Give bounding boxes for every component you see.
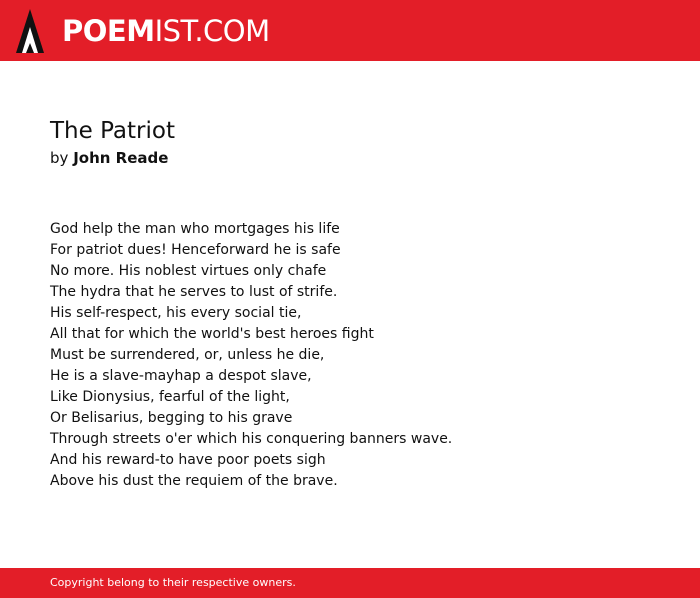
poem-body (50, 219, 670, 492)
site-header (0, 0, 700, 61)
brand-light-part: IST.COM (154, 13, 270, 48)
byline (50, 148, 670, 168)
poem-title: The Patriot (50, 118, 175, 144)
poem-line: And his reward-to have poor poets sigh (50, 452, 326, 468)
poem-header (50, 116, 670, 168)
poem-line: God help the man who mortgages his life (50, 221, 340, 237)
poem-line: Above his dust the requiem of the brave. (50, 473, 338, 489)
author-link[interactable]: John Reade (73, 149, 169, 167)
poem-line: Or Belisarius, begging to his grave (50, 410, 293, 426)
brand-bold-part: POEM (62, 13, 155, 48)
site-footer (0, 568, 700, 598)
poem-line: Like Dionysius, fearful of the light, (50, 389, 290, 405)
site-brand (62, 13, 270, 48)
poem-line: No more. His noblest virtues only chafe (50, 263, 327, 279)
site-logo-link[interactable] (16, 8, 270, 54)
poem-line: He is a slave-mayhap a despot slave, (50, 368, 312, 384)
poem-line: The hydra that he serves to lust of strife. (50, 284, 338, 300)
poem-line: Must be surrendered, or, unless he die, (50, 347, 325, 363)
byline-prefix: by (50, 149, 69, 167)
poem-line: His self-respect, his every social tie, (50, 305, 302, 321)
poem-line: Through streets o'er which his conquering banners wave. (50, 431, 453, 447)
pencil-tip-icon (16, 9, 44, 53)
poem-line: All that for which the world's best heroes fight (50, 326, 374, 342)
copyright-text: Copyright belong to their respective owners. (50, 576, 296, 589)
poem-line: For patriot dues! Henceforward he is safe (50, 242, 341, 258)
